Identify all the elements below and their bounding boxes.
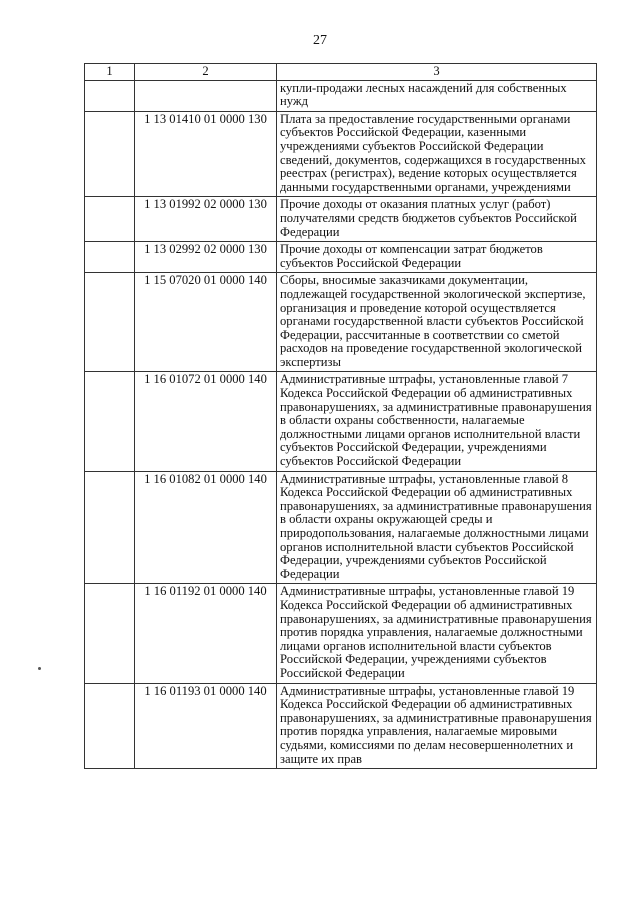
budget-code-cell: 1 16 01082 01 0000 140 xyxy=(135,471,277,584)
income-description-cell: Административные штрафы, установленные главой 8 Кодекса Российской Федерации об административных правонарушениях, за административные правонарушения в области охраны окружающей среды и природопользования, налагаемые должностными лицами органов исполнительной власти субъектов Российской Федерации, учреждениями субъектов Российской Федерации xyxy=(277,471,597,584)
budget-code-cell: 1 16 01192 01 0000 140 xyxy=(135,584,277,683)
income-codes-table xyxy=(84,63,597,769)
table-row xyxy=(85,242,597,273)
table-row xyxy=(85,683,597,769)
budget-code-cell: 1 15 07020 01 0000 140 xyxy=(135,273,277,372)
budget-code-cell: 1 13 01992 02 0000 130 xyxy=(135,197,277,242)
budget-code-cell: 1 13 02992 02 0000 130 xyxy=(135,242,277,273)
scan-speck xyxy=(38,667,41,670)
row-index-cell xyxy=(85,471,135,584)
row-index-cell xyxy=(85,242,135,273)
income-description-cell: Административные штрафы, установленные главой 7 Кодекса Российской Федерации об административных правонарушениях, за административные правонарушения в области охраны собственности, налагаемые должностными лицами органов исполнительной власти субъектов Российской Федерации, учреждениями субъектов Российской Федерации xyxy=(277,372,597,471)
budget-code-cell xyxy=(135,80,277,111)
table-row xyxy=(85,372,597,471)
table-header-row xyxy=(85,64,597,81)
row-index-cell xyxy=(85,80,135,111)
row-index-cell xyxy=(85,683,135,769)
column-header-3: 3 xyxy=(277,64,597,81)
income-description-cell: купли-продажи лесных насаждений для собственных нужд xyxy=(277,80,597,111)
budget-code-cell: 1 16 01072 01 0000 140 xyxy=(135,372,277,471)
budget-code-cell: 1 13 01410 01 0000 130 xyxy=(135,111,277,197)
income-description-cell: Сборы, вносимые заказчиками документации, подлежащей государственной экологической экспертизе, организация и проведение которой осуществляется органами государственной власти субъектов Российской Федерации, рассчитанные в соответствии со сметой расходов на проведение государственной экологической экспертизы xyxy=(277,273,597,372)
column-header-1: 1 xyxy=(85,64,135,81)
income-description-cell: Плата за предоставление государственными органами субъектов Российской Федерации, казенными учреждениями субъектов Российской Федерации сведений, документов, содержащихся в государственных реестрах (регистрах), ведение которых осуществляется данными государственными органами, учреждениями xyxy=(277,111,597,197)
row-index-cell xyxy=(85,111,135,197)
income-description-cell: Прочие доходы от компенсации затрат бюджетов субъектов Российской Федерации xyxy=(277,242,597,273)
income-description-cell: Прочие доходы от оказания платных услуг (работ) получателями средств бюджетов субъектов Российской Федерации xyxy=(277,197,597,242)
table-row xyxy=(85,471,597,584)
income-description-cell: Административные штрафы, установленные главой 19 Кодекса Российской Федерации об административных правонарушениях, за административные правонарушения против порядка управления, налагаемые мировыми судьями, комиссиями по делам несовершеннолетних и защите их прав xyxy=(277,683,597,769)
row-index-cell xyxy=(85,584,135,683)
row-index-cell xyxy=(85,372,135,471)
row-index-cell xyxy=(85,273,135,372)
budget-code-cell: 1 16 01193 01 0000 140 xyxy=(135,683,277,769)
column-header-2: 2 xyxy=(135,64,277,81)
row-index-cell xyxy=(85,197,135,242)
table-row xyxy=(85,80,597,111)
income-description-cell: Административные штрафы, установленные главой 19 Кодекса Российской Федерации об административных правонарушениях, за административные правонарушения против порядка управления, налагаемые должностными лицами органов исполнительной власти субъектов Российской Федерации, учреждениями субъектов Российской Федерации xyxy=(277,584,597,683)
table-row xyxy=(85,111,597,197)
table-row xyxy=(85,584,597,683)
table-row xyxy=(85,197,597,242)
table-row xyxy=(85,273,597,372)
page-number: 27 xyxy=(313,33,327,48)
